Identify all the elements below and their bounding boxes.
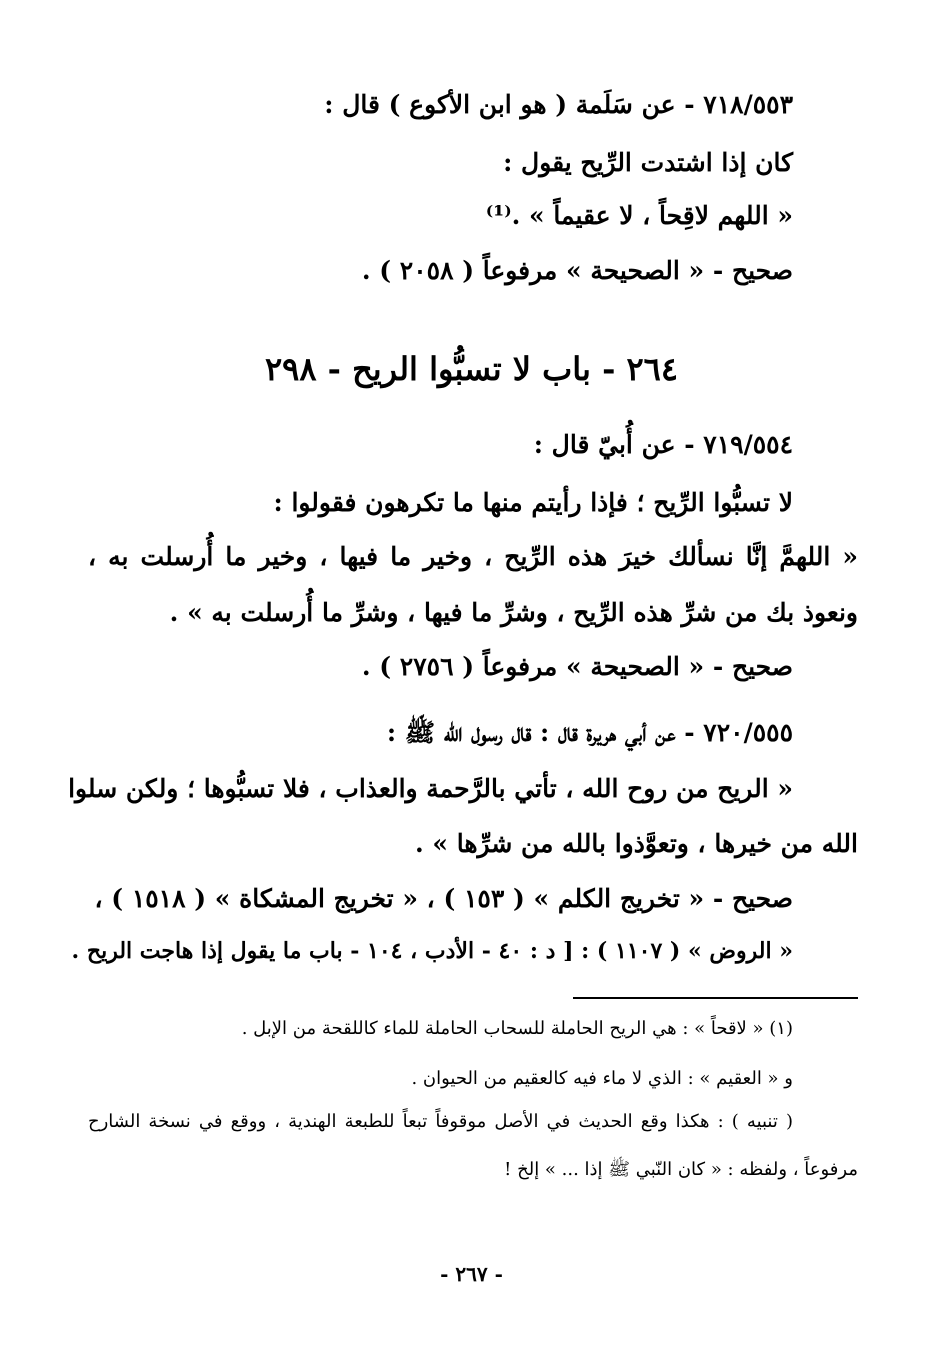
hadith-grade-line (362, 254, 793, 288)
hadith-text-line: « الريح من روح الله ، تأتي بالرَّحمة والعذاب ، فلا تسبُّوها ؛ ولكن سلوا (68, 774, 793, 803)
hadith-555-heading (387, 716, 793, 750)
grade-source: - « تخريج الكلم » ( ١٥٣ ) ، « تخريج المشكاة » ( ١٥١٨ ) ، (94, 884, 732, 913)
hadith-text-line: « اللهمَّ إنَّا نسألك خيرَ هذه الرِّيح ، وخير ما فيها ، وخير ما أُرسلت به ، (88, 542, 858, 571)
page-number: - ٢٦٧ - (440, 1262, 503, 1286)
footnote: مرفوعاً ، ولفظه : « كان النّبي ﷺ إذا ... » إلخ ! (504, 1159, 858, 1180)
hadith-number: ٧٢٠/٥٥٥ (703, 718, 793, 747)
chapter-title: ٢٦٤ - باب لا تسبُّوا الريح - ٢٩٨ (264, 350, 679, 388)
footnote: و « العقيم » : الذي لا ماء فيه كالعقيم من الحيوان . (411, 1068, 793, 1089)
footnote-separator (573, 997, 858, 999)
hadith-grade-line (95, 882, 793, 916)
grade-source: - « الصحيحة » مرفوعاً ( ٢٧٥٦ ) . (361, 652, 732, 681)
hadith-intro: - عن أُبيّ قال : (533, 430, 704, 459)
grade-label: صحيح (731, 256, 793, 285)
hadith-intro: - عن سَلَمة ( هو ابن الأكوع ) قال : (324, 90, 704, 119)
hadith-554-heading (534, 428, 793, 462)
hadith-553-heading (324, 88, 793, 122)
grade-label: صحيح (731, 884, 793, 913)
hadith-text-line: الله من خيرها ، وتعوَّذوا بالله من شرِّها » . (415, 829, 858, 858)
grade-source: - « الصحيحة » مرفوعاً ( ٢٠٥٨ ) . (361, 256, 732, 285)
hadith-text-line: كان إذا اشتدت الرِّيح يقول : (503, 148, 793, 177)
hadith-intro: - عن أبي هريرة قال : قال رسول الله ﷺ : (386, 718, 704, 747)
footnote: (١) « لاقحاً » : هي الريح الحاملة للسحاب الحاملة للماء كاللقحة من الإبل . (241, 1018, 793, 1039)
hadith-text-line: « الروض » ( ١١٠٧ ) : [ د : ٤٠ - الأدب ، ١٠٤ - باب ما يقول إذا هاجت الريح . (71, 938, 793, 964)
hadith-text-line: « اللهم لاقِحاً ، لا عقيماً » .⁽¹⁾ (485, 201, 793, 230)
hadith-text-line: ونعوذ بك من شرِّ هذه الرِّيح ، وشرِّ ما فيها ، وشرِّ ما أُرسلت به » . (169, 598, 858, 627)
hadith-number: ٧١٨/٥٥٣ (703, 90, 793, 119)
hadith-number: ٧١٩/٥٥٤ (703, 430, 793, 459)
footnote: ( تنبيه ) : هكذا وقع الحديث في الأصل موقوفاً تبعاً للطبعة الهندية ، ووقع في نسخة الشارح (88, 1111, 793, 1132)
hadith-text-line: لا تسبُّوا الرِّيح ؛ فإذا رأيتم منها ما تكرهون فقولوا : (273, 488, 793, 517)
hadith-grade-line (362, 650, 793, 684)
grade-label: صحيح (731, 652, 793, 681)
